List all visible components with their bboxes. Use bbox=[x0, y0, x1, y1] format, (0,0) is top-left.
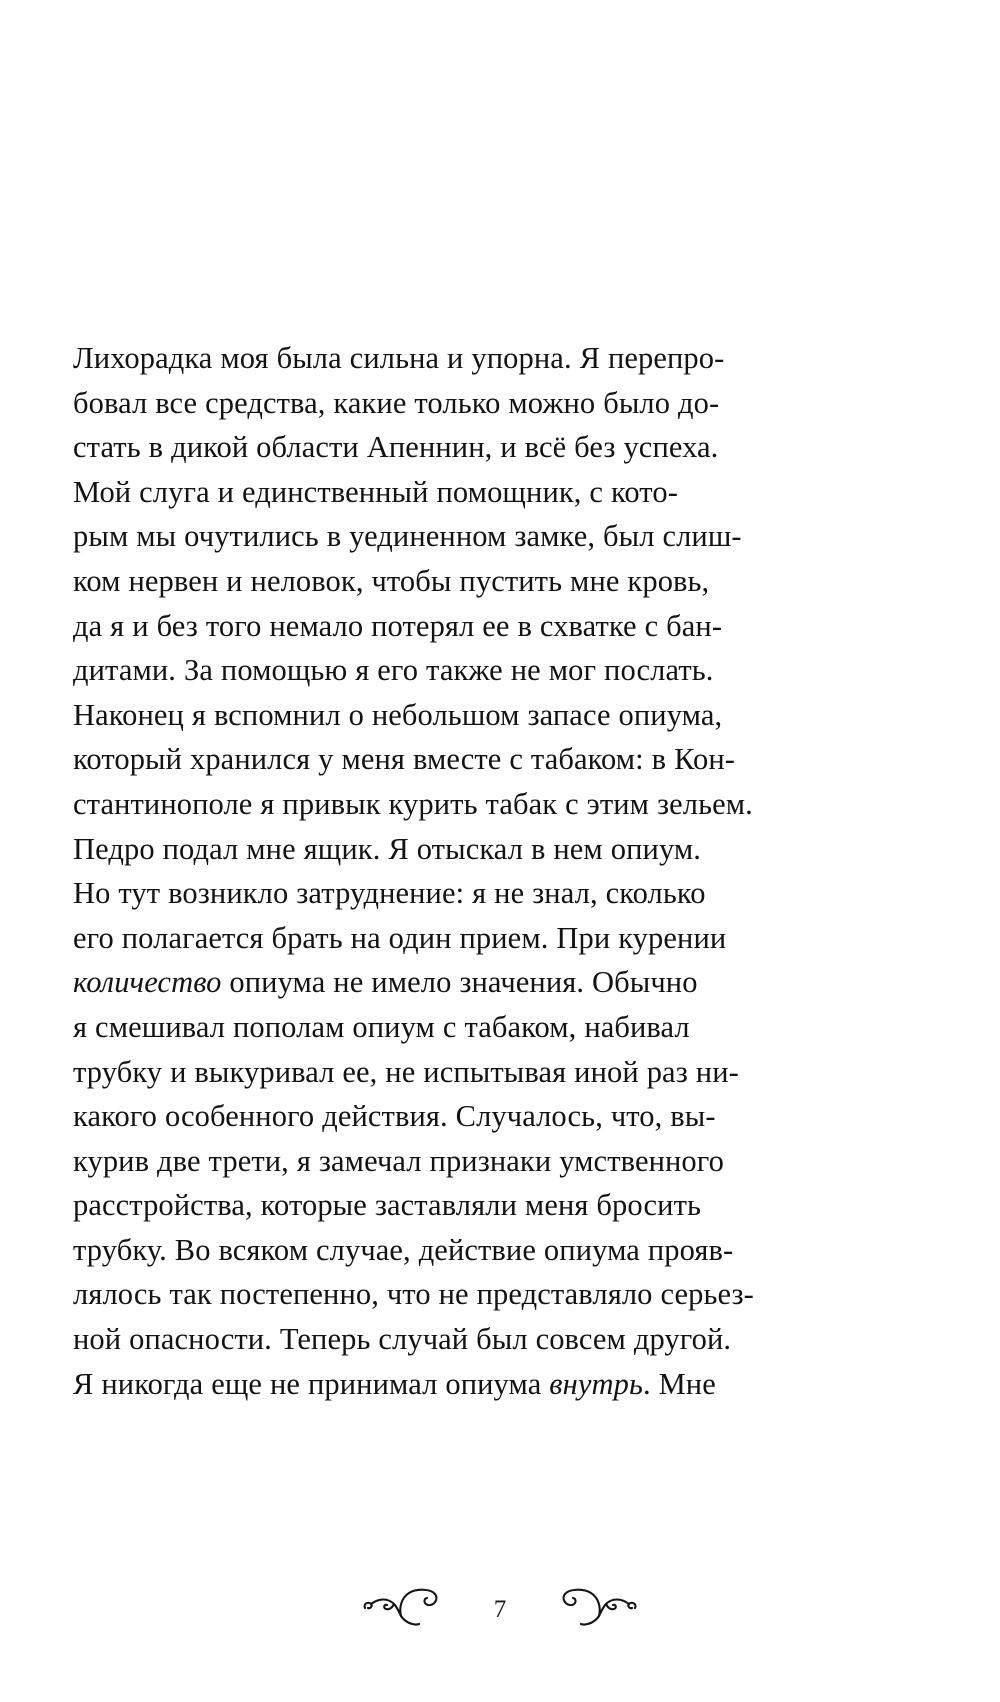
text-line: который хранился у меня вместе с табаком: в Кон- bbox=[73, 742, 736, 777]
text-line: рым мы очутились в уединенном замке, был слиш- bbox=[73, 519, 742, 554]
top-margin bbox=[0, 0, 1000, 336]
text-line: лялось так постепенно, что не представляло серьез- bbox=[73, 1277, 754, 1312]
text-line: Лихорадка моя была сильна и упорна. Я перепро- bbox=[73, 341, 725, 375]
text-line-suffix: . Мне bbox=[642, 1366, 716, 1401]
folio-ornament-group bbox=[361, 1582, 640, 1632]
text-line-with-emphasis bbox=[73, 960, 897, 1005]
text-line: дитами. За помощью я его также не мог послать. bbox=[73, 653, 714, 688]
text-line: ком нервен и неловок, чтобы пустить мне кровь, bbox=[73, 563, 710, 598]
page-folio bbox=[0, 1552, 1000, 1662]
flourish-left-icon bbox=[361, 1582, 481, 1632]
text-line: его полагается брать на один прием. При курении bbox=[73, 920, 727, 955]
page-number: 7 bbox=[493, 1595, 507, 1623]
text-line: да я и без того немало потерял ее в схватке с бан- bbox=[73, 608, 723, 643]
text-line: Мой слуга и единственный помощник, с кото- bbox=[73, 474, 678, 509]
text-line: Наконец я вспомнил о небольшом запасе опиума, bbox=[73, 697, 723, 732]
text-line: курив две трети, я замечал признаки умственного bbox=[73, 1143, 724, 1178]
text-line: расстройства, которые заставляли меня бросить bbox=[73, 1188, 702, 1223]
text-line: бовал все средства, какие только можно было до- bbox=[73, 385, 720, 420]
flourish-right-icon bbox=[519, 1582, 639, 1632]
text-line: Но тут возникло затруднение: я не знал, сколько bbox=[73, 876, 706, 911]
text-line: я смешивал пополам опиум с табаком, набивал bbox=[73, 1009, 690, 1044]
text-line: ной опасности. Теперь случай был совсем другой. bbox=[73, 1322, 732, 1357]
emphasized-word: внутрь bbox=[549, 1366, 643, 1401]
emphasized-word: количество bbox=[73, 965, 222, 1000]
text-line: стать в дикой области Апеннин, и всё без успеха. bbox=[73, 430, 719, 465]
text-line-remainder: опиума не имело значения. Обычно bbox=[221, 965, 698, 1000]
text-line: трубку. Во всяком случае, действие опиума прояв- bbox=[73, 1232, 734, 1267]
body-text-block bbox=[73, 336, 897, 1406]
text-line: Педро подал мне ящик. Я отыскал в нем опиум. bbox=[73, 831, 702, 866]
text-line-with-emphasis bbox=[73, 1362, 897, 1407]
paragraph bbox=[73, 336, 897, 1406]
text-line-prefix: Я никогда еще не принимал опиума bbox=[73, 1366, 550, 1401]
text-line: какого особенного действия. Случалось, что, вы- bbox=[73, 1099, 716, 1134]
text-line: трубку и выкуривал ее, не испытывая иной раз ни- bbox=[73, 1054, 739, 1089]
text-line: стантинополе я привык курить табак с этим зельем. bbox=[73, 786, 753, 821]
